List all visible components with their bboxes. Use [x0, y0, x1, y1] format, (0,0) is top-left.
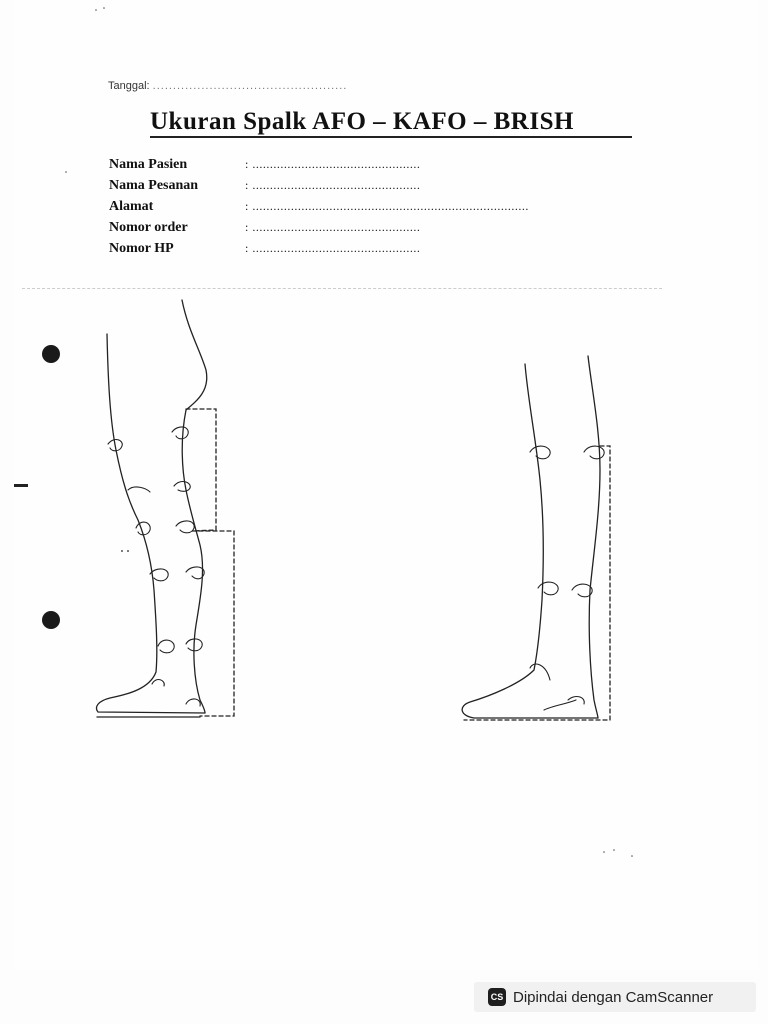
- field-blank: : ................................................: [245, 220, 421, 234]
- right-leg-splint-outline: [464, 446, 610, 720]
- camscanner-watermark: [474, 982, 756, 1012]
- scan-specks: [65, 7, 633, 857]
- field-label: Alamat: [109, 199, 154, 214]
- camscanner-text: Dipindai dengan CamScanner: [513, 988, 714, 1006]
- left-leg-splint-outline: [186, 409, 234, 716]
- field-label: Nomor HP: [109, 241, 174, 256]
- field-blank: : ................................................: [245, 157, 421, 171]
- field-label: Nama Pasien: [109, 157, 188, 172]
- page-title: Ukuran Spalk AFO – KAFO – BRISH: [150, 108, 574, 135]
- field-blank: : ................................................: [245, 178, 421, 192]
- field-label: Nomor order: [109, 220, 188, 235]
- field-blank: : ...............................................................................: [245, 199, 529, 213]
- field-blank: : ................................................: [245, 241, 421, 255]
- left-leg-sketch: [97, 300, 207, 717]
- date-placeholder: ................................................: [152, 80, 348, 92]
- right-leg-sketch: [462, 356, 600, 718]
- field-label: Nama Pesanan: [109, 178, 199, 193]
- date-label: Tanggal:: [108, 80, 150, 92]
- camscanner-icon: CS: [488, 988, 506, 1006]
